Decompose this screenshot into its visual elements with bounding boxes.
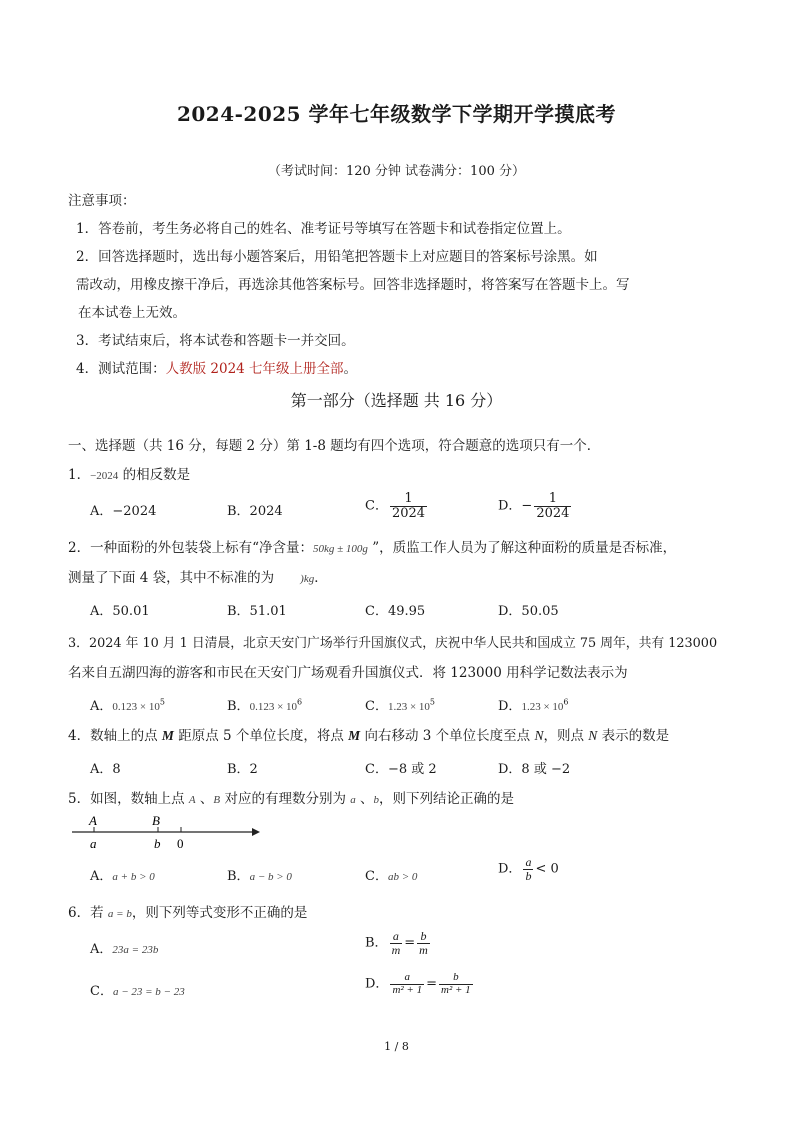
number-line-figure bbox=[68, 812, 260, 854]
q5-option-a: A．a + b > 0 bbox=[90, 869, 155, 884]
q4-option-b: B．2 bbox=[227, 762, 258, 777]
q1-option-c: C． $\frac{1}{2024}$ bbox=[365, 491, 426, 521]
q5-stem: 5．如图，数轴上点 A 、B 对应的有理数分别为 a 、b，则下列结论正确的是 bbox=[68, 791, 515, 807]
note-2a: 2．回答选择题时，选出每小题答案后，用铅笔把答题卡上对应题目的答案标号涂黑。如 bbox=[76, 249, 598, 265]
q1-option-a: A．−2024 bbox=[90, 504, 157, 519]
note-1: 1．答卷前，考生务必将自己的姓名、准考证号等填写在答题卡和试卷指定位置上。 bbox=[76, 221, 571, 237]
q3-option-a: A．$0.123 \times 10^5$ bbox=[90, 697, 165, 714]
exam-subtitle: （考试时间：120 分钟 试卷满分：100 分） bbox=[267, 164, 526, 179]
q3-stem-line1: 3．2024 年 10 月 1 日清晨，北京天安门广场举行升国旗仪式，庆祝中华人民共和国成立 75 周年，共有 123000 bbox=[68, 636, 718, 651]
q4-option-a: A．8 bbox=[90, 762, 121, 777]
q1-stem: 1．−2024 的相反数是 bbox=[68, 467, 191, 483]
q6-option-c: C．a − 23 = b − 23 bbox=[90, 984, 185, 999]
q3-option-c: C．$1.23 \times 10^5$ bbox=[365, 697, 436, 714]
label-b: b bbox=[154, 836, 161, 851]
label-a: a bbox=[90, 836, 97, 851]
q1-option-d: D．− $\frac{1}{2024}$ bbox=[498, 491, 570, 521]
q4-stem: 4．数轴上的点 M 距原点 5 个单位长度，将点 M 向右移动 3 个单位长度至点 N，则点 N 表示的数是 bbox=[68, 728, 670, 744]
q6-option-a: A．23a = 23b bbox=[90, 942, 159, 957]
q2-option-a: A．50.01 bbox=[90, 604, 150, 619]
q3-option-d: D．$1.23 \times 10^6$ bbox=[498, 697, 569, 714]
q5-option-d: D． $\frac{a}{b}$ < 0 bbox=[498, 855, 559, 883]
note-4: 4．测试范围：人教版 2024 七年级上册全部。 bbox=[76, 361, 358, 377]
note-2b: 需改动，用橡皮擦干净后，再选涂其他答案标号。回答非选择题时，将答案写在答题卡上。写 bbox=[76, 277, 630, 293]
notes-heading: 注意事项： bbox=[68, 193, 136, 209]
section-intro: 一、选择题（共 16 分，每题 2 分）第 1-8 题均有四个选项，符合题意的选项只有一个． bbox=[68, 438, 601, 454]
q5-option-b: B．a − b > 0 bbox=[227, 869, 292, 884]
q2-stem-line1: 2．一种面粉的外包装袋上标有“净含量：50kg ± 100g ”，质监工作人员为了解这种面粉的质量是否标准， bbox=[68, 540, 677, 556]
q6-stem: 6．若 a = b，则下列等式变形不正确的是 bbox=[68, 905, 308, 921]
q2-option-c: C．49.95 bbox=[365, 604, 426, 619]
q4-option-c: C．−8 或 2 bbox=[365, 762, 437, 777]
test-scope: 人教版 2024 七年级上册全部 bbox=[165, 361, 344, 377]
page-number: 1 / 8 bbox=[384, 1040, 409, 1053]
q4-option-d: D．8 或 −2 bbox=[498, 762, 571, 777]
q1-option-b: B．2024 bbox=[227, 504, 283, 519]
label-A: A bbox=[89, 813, 97, 828]
q5-option-c: C．ab > 0 bbox=[365, 869, 418, 884]
note-3: 3．考试结束后，将本试卷和答题卡一并交回。 bbox=[76, 333, 355, 349]
q6-option-b: B． $\frac{a}{m}$ = $\frac{b}{m}$ bbox=[365, 929, 428, 957]
q2-option-d: D．50.05 bbox=[498, 604, 559, 619]
exam-title: 2024-2025 学年七年级数学下学期开学摸底考 bbox=[176, 102, 617, 126]
q2-option-b: B．51.01 bbox=[227, 604, 287, 619]
label-0: 0 bbox=[177, 836, 184, 851]
axis-arrow-icon bbox=[252, 828, 260, 836]
q3-option-b: B．$0.123 \times 10^6$ bbox=[227, 697, 303, 714]
q3-stem-line2: 名来自五湖四海的游客和市民在天安门广场观看升国旗仪式．将 123000 用科学记数法表示为 bbox=[68, 665, 628, 681]
q6-option-d: D． $\frac{a}{\text{m² + 1}}$ = $\frac{b}{\text{m² + 1}}$ bbox=[365, 971, 471, 996]
label-B: B bbox=[152, 813, 160, 828]
section-title: 第一部分（选择题 共 16 分） bbox=[290, 391, 503, 410]
note-2c: 在本试卷上无效。 bbox=[78, 305, 186, 321]
q2-stem-line2: 测量了下面 4 袋，其中不标准的为 )kg． bbox=[68, 570, 328, 586]
